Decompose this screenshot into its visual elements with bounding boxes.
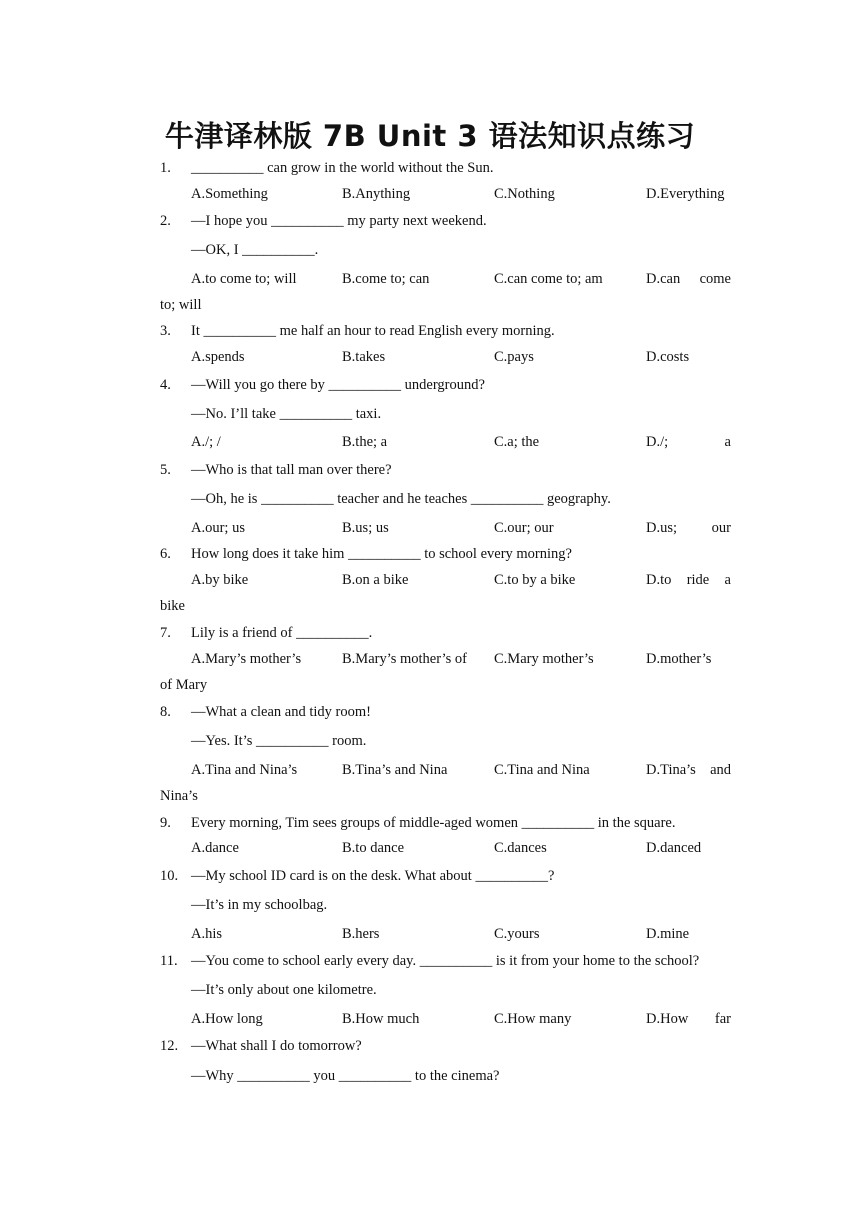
question-stem: —Will you go there by __________ underground? [191, 377, 485, 393]
option-d: D./; a [646, 434, 731, 450]
option-c: C.pays [494, 349, 534, 365]
option-b: B.How much [342, 1011, 420, 1027]
option-wrap-text: Nina’s [160, 788, 198, 804]
question-stem: —Why __________ you __________ to the cinema? [191, 1068, 500, 1084]
option-a: A.his [191, 926, 223, 942]
option-d: D.Tina’s and [646, 762, 731, 778]
option-row [191, 185, 731, 203]
question-stem: —OK, I __________. [191, 242, 319, 258]
option-a: A.our; us [191, 520, 245, 536]
option-wrap-text: bike [160, 598, 185, 614]
option-b: B.takes [342, 349, 386, 365]
question-number: 4. [160, 377, 171, 393]
option-c: C.Mary mother’s [494, 651, 594, 667]
option-row [191, 839, 731, 857]
option-d: D.danced [646, 840, 702, 856]
question-number: 8. [160, 704, 171, 720]
option-c: C.yours [494, 926, 540, 942]
option-d: D.mother’s [646, 651, 712, 667]
option-a: A.to come to; will [191, 271, 297, 287]
option-c: C.Tina and Nina [494, 762, 590, 778]
option-d: D.How far [646, 1011, 731, 1027]
question-stem: It __________ me half an hour to read English every morning. [191, 323, 555, 339]
option-b: B.come to; can [342, 271, 430, 287]
question-number: 7. [160, 625, 171, 641]
question-number: 3. [160, 323, 171, 339]
question-number: 2. [160, 213, 171, 229]
option-d: D.mine [646, 926, 690, 942]
option-a: A.Mary’s mother’s [191, 651, 302, 667]
question-stem: —You come to school early every day. __________ is it from your home to the school? [191, 953, 700, 969]
option-row [191, 519, 731, 537]
option-a: A.spends [191, 349, 245, 365]
question-stem: __________ can grow in the world without the Sun. [191, 160, 494, 176]
question-stem: —It’s in my schoolbag. [191, 897, 328, 913]
option-d: D.us; our [646, 520, 731, 536]
option-d: D.costs [646, 349, 690, 365]
question-number: 1. [160, 160, 171, 176]
option-b: B.on a bike [342, 572, 409, 588]
option-a: A./; / [191, 434, 221, 450]
option-b: B.Mary’s mother’s of [342, 651, 467, 667]
option-c: C.a; the [494, 434, 540, 450]
option-row [191, 433, 731, 451]
question-stem: —I hope you __________ my party next weekend. [191, 213, 487, 229]
option-d: D.Everything [646, 186, 725, 202]
option-row [191, 571, 731, 589]
option-row [191, 348, 731, 366]
question-stem: —Who is that tall man over there? [191, 462, 392, 478]
option-a: A.Something [191, 186, 268, 202]
option-a: A.Tina and Nina’s [191, 762, 298, 778]
question-number: 11. [160, 953, 178, 969]
option-a: A.dance [191, 840, 239, 856]
option-b: B.Anything [342, 186, 411, 202]
option-c: C.How many [494, 1011, 572, 1027]
option-row [191, 925, 731, 943]
option-row [191, 650, 731, 668]
option-a: A.How long [191, 1011, 263, 1027]
question-stem: Lily is a friend of __________. [191, 625, 373, 641]
question-stem: —My school ID card is on the desk. What about __________? [191, 868, 555, 884]
option-c: C.can come to; am [494, 271, 603, 287]
option-d: D.can come [646, 271, 731, 287]
question-stem: —Oh, he is __________ teacher and he teaches __________ geography. [191, 491, 611, 507]
question-number: 12. [160, 1038, 179, 1054]
page-title: 牛津译林版 7B Unit 3 语法知识点练习 [164, 119, 696, 153]
question-stem: —What shall I do tomorrow? [191, 1038, 362, 1054]
option-c: C.dances [494, 840, 547, 856]
question-stem: —It’s only about one kilometre. [191, 982, 377, 998]
question-number: 5. [160, 462, 171, 478]
option-row [191, 761, 731, 779]
option-c: C.our; our [494, 520, 554, 536]
option-b: B.us; us [342, 520, 389, 536]
option-wrap-text: to; will [160, 297, 202, 313]
option-b: B.hers [342, 926, 380, 942]
option-row [191, 270, 731, 288]
option-row [191, 1010, 731, 1028]
question-stem: How long does it take him __________ to school every morning? [191, 546, 572, 562]
option-b: B.to dance [342, 840, 405, 856]
question-stem: —No. I’ll take __________ taxi. [191, 406, 382, 422]
question-number: 9. [160, 815, 171, 831]
question-number: 10. [160, 868, 179, 884]
option-a: A.by bike [191, 572, 249, 588]
option-c: C.Nothing [494, 186, 555, 202]
option-b: B.Tina’s and Nina [342, 762, 448, 778]
option-b: B.the; a [342, 434, 388, 450]
option-d: D.to ride a [646, 572, 731, 588]
question-stem: —What a clean and tidy room! [191, 704, 371, 720]
question-stem: Every morning, Tim sees groups of middle-aged women __________ in the square. [191, 815, 676, 831]
option-c: C.to by a bike [494, 572, 576, 588]
question-stem: —Yes. It’s __________ room. [191, 733, 367, 749]
option-wrap-text: of Mary [160, 677, 208, 693]
question-number: 6. [160, 546, 171, 562]
